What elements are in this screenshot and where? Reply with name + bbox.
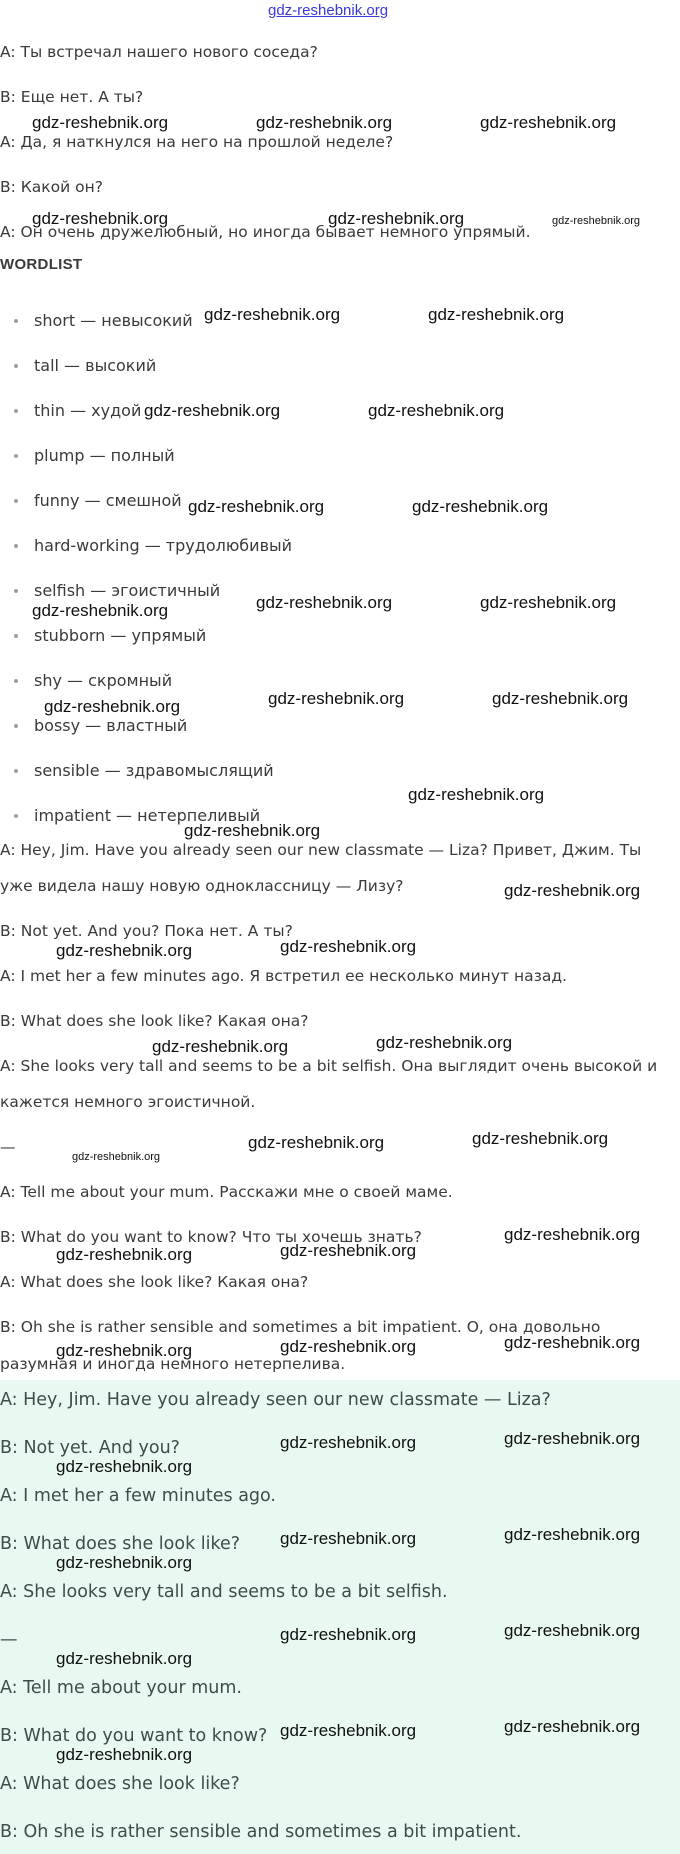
watermark: gdz-reshebnik.org xyxy=(408,785,545,804)
dialogue-line: A: Tell me about your mum. Расскажи мне о своей маме. xyxy=(0,1183,453,1201)
dialogue-line: A: What does she look like? xyxy=(0,1774,240,1794)
dialogue-line: B: Еще нет. А ты? xyxy=(0,88,144,106)
watermark: gdz-reshebnik.org xyxy=(72,1151,161,1163)
watermark: gdz-reshebnik.org xyxy=(504,1525,641,1544)
watermark: gdz-reshebnik.org xyxy=(32,209,169,228)
watermark: gdz-reshebnik.org xyxy=(280,937,417,956)
list-item: funny — смешной xyxy=(14,491,182,511)
bullet-icon xyxy=(14,454,18,458)
watermark: gdz-reshebnik.org xyxy=(56,1245,193,1264)
watermark: gdz-reshebnik.org xyxy=(268,689,405,708)
bullet-icon xyxy=(14,409,18,413)
bullet-icon xyxy=(14,589,18,593)
bullet-icon xyxy=(14,499,18,503)
dialogue-line: B: Oh she is rather sensible and sometimes a bit impatient. xyxy=(0,1822,522,1842)
watermark: gdz-reshebnik.org xyxy=(328,209,465,228)
dialogue-line: B: Какой он? xyxy=(0,178,103,196)
watermark: gdz-reshebnik.org xyxy=(376,1033,513,1052)
watermark: gdz-reshebnik.org xyxy=(280,1433,417,1452)
watermark: gdz-reshebnik.org xyxy=(280,1625,417,1644)
watermark: gdz-reshebnik.org xyxy=(412,497,549,516)
dialogue-line: A: Ты встречал нашего нового соседа? xyxy=(0,43,318,61)
watermark: gdz-reshebnik.org xyxy=(504,1333,641,1352)
dialogue-line: A: I met her a few minutes ago. xyxy=(0,1486,276,1506)
dialogue-line: разумная и иногда немного нетерпелива. xyxy=(0,1355,346,1373)
watermark: gdz-reshebnik.org xyxy=(56,1457,193,1476)
watermark: gdz-reshebnik.org xyxy=(144,401,281,420)
bullet-icon xyxy=(14,544,18,548)
list-item: tall — высокий xyxy=(14,356,156,376)
bullet-icon xyxy=(14,634,18,638)
watermark: gdz-reshebnik.org xyxy=(504,1429,641,1448)
bullet-icon xyxy=(14,319,18,323)
watermark: gdz-reshebnik.org xyxy=(492,689,629,708)
watermark: gdz-reshebnik.org xyxy=(32,113,169,132)
dialogue-line: B: Not yet. And you? xyxy=(0,1438,180,1458)
dialogue-line: A: Он очень дружелюбный, но иногда бывает немного упрямый. xyxy=(0,223,531,241)
dialogue-line: A: I met her a few minutes ago. Я встретил ее несколько минут назад. xyxy=(0,967,567,985)
dialogue-line: B: What do you want to know? xyxy=(0,1726,268,1746)
watermark: gdz-reshebnik.org xyxy=(552,215,641,227)
dialogue-line: A: She looks very tall and seems to be a bit selfish. Она выглядит очень высокой и xyxy=(0,1057,658,1075)
watermark: gdz-reshebnik.org xyxy=(184,821,321,840)
list-item: selfish — эгоистичный xyxy=(14,581,220,601)
dialogue-line: уже видела нашу новую одноклассницу — Лизу? xyxy=(0,877,404,895)
watermark: gdz-reshebnik.org xyxy=(56,1745,193,1764)
list-item: impatient — нетерпеливый xyxy=(14,806,260,826)
watermark: gdz-reshebnik.org xyxy=(152,1037,289,1056)
list-item: short — невысокий xyxy=(14,311,193,331)
dialogue-line: A: Tell me about your mum. xyxy=(0,1678,242,1698)
dialogue-line: B: What do you want to know? Что ты хочешь знать? xyxy=(0,1228,422,1246)
dialogue-line: A: What does she look like? Какая она? xyxy=(0,1273,309,1291)
watermark: gdz-reshebnik.org xyxy=(56,1553,193,1572)
watermark: gdz-reshebnik.org xyxy=(368,401,505,420)
watermark: gdz-reshebnik.org xyxy=(504,1717,641,1736)
watermark: gdz-reshebnik.org xyxy=(56,1341,193,1360)
watermark: gdz-reshebnik.org xyxy=(280,1529,417,1548)
list-item: hard-working — трудолюбивый xyxy=(14,536,292,556)
watermark: gdz-reshebnik.org xyxy=(248,1133,385,1152)
dialogue-line: B: What does she look like? xyxy=(0,1534,241,1554)
watermark: gdz-reshebnik.org xyxy=(280,1721,417,1740)
watermark: gdz-reshebnik.org xyxy=(280,1241,417,1260)
bullet-icon xyxy=(14,679,18,683)
dialogue-line: кажется немного эгоистичной. xyxy=(0,1093,256,1111)
dialogue-separator: — xyxy=(0,1630,18,1650)
dialogue-line: A: Hey, Jim. Have you already seen our new classmate — Liza? Привет, Джим. Ты xyxy=(0,841,642,859)
dialogue-line: A: Hey, Jim. Have you already seen our new classmate — Liza? xyxy=(0,1390,551,1410)
watermark: gdz-reshebnik.org xyxy=(504,881,641,900)
list-item: thin — худой xyxy=(14,401,141,421)
watermark: gdz-reshebnik.org xyxy=(504,1225,641,1244)
watermark: gdz-reshebnik.org xyxy=(56,1649,193,1668)
wordlist-heading: WORDLIST xyxy=(0,256,83,273)
site-link[interactable]: gdz-reshebnik.org xyxy=(268,2,389,19)
watermark: gdz-reshebnik.org xyxy=(480,113,617,132)
bullet-icon xyxy=(14,769,18,773)
bullet-icon xyxy=(14,724,18,728)
watermark: gdz-reshebnik.org xyxy=(188,497,325,516)
watermark: gdz-reshebnik.org xyxy=(504,1621,641,1640)
list-item: shy — скромный xyxy=(14,671,172,691)
dialogue-line: B: What does she look like? Какая она? xyxy=(0,1012,309,1030)
dialogue-line: A: She looks very tall and seems to be a bit selfish. xyxy=(0,1582,448,1602)
watermark: gdz-reshebnik.org xyxy=(56,941,193,960)
list-item: bossy — властный xyxy=(14,716,187,736)
watermark: gdz-reshebnik.org xyxy=(32,601,169,620)
watermark: gdz-reshebnik.org xyxy=(256,113,393,132)
bullet-icon xyxy=(14,364,18,368)
watermark: gdz-reshebnik.org xyxy=(428,305,565,324)
list-item: sensible — здравомыслящий xyxy=(14,761,274,781)
dialogue-separator: — xyxy=(0,1138,16,1156)
bullet-icon xyxy=(14,814,18,818)
dialogue-line: B: Oh she is rather sensible and sometimes a bit impatient. О, она довольно xyxy=(0,1318,601,1336)
dialogue-line: A: Да, я наткнулся на него на прошлой неделе? xyxy=(0,133,394,151)
watermark: gdz-reshebnik.org xyxy=(44,697,181,716)
list-item: plump — полный xyxy=(14,446,175,466)
watermark: gdz-reshebnik.org xyxy=(280,1337,417,1356)
watermark: gdz-reshebnik.org xyxy=(256,593,393,612)
watermark: gdz-reshebnik.org xyxy=(472,1129,609,1148)
watermark: gdz-reshebnik.org xyxy=(480,593,617,612)
list-item: stubborn — упрямый xyxy=(14,626,206,646)
watermark: gdz-reshebnik.org xyxy=(204,305,341,324)
dialogue-line: B: Not yet. And you? Пока нет. А ты? xyxy=(0,922,293,940)
